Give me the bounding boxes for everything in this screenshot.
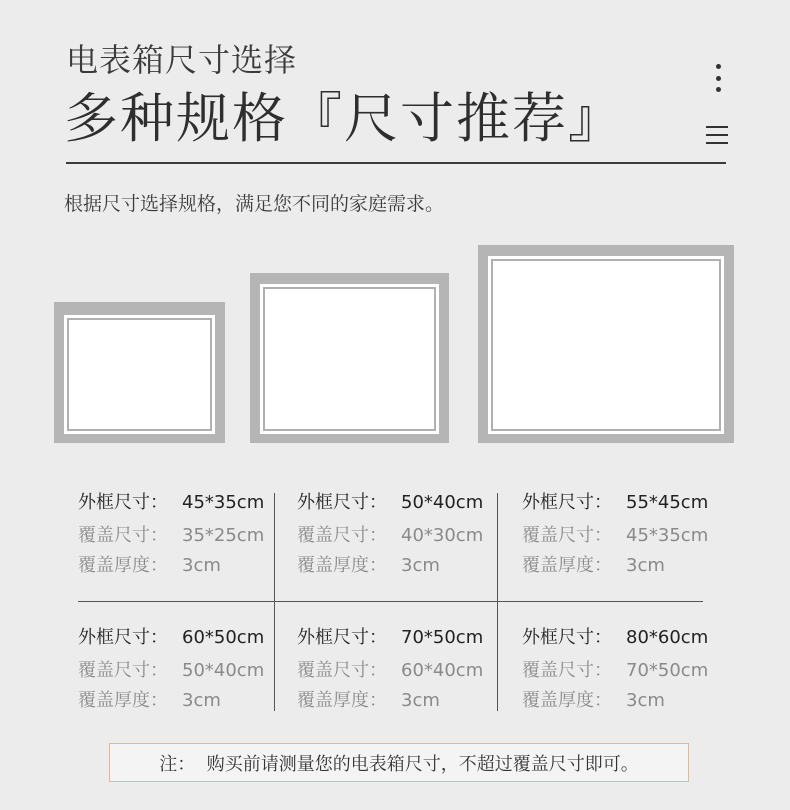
frame-inner-panel [67, 318, 212, 431]
cover-depth-value: 3cm [626, 690, 665, 711]
cover-size-value: 70*50cm [626, 660, 709, 681]
outer-size-label: 外框尺寸： [522, 492, 612, 513]
cover-depth-value: 3cm [182, 555, 221, 576]
note-text: 注： 购买前请测量您的电表箱尺寸，不超过覆盖尺寸即可。 [159, 753, 639, 775]
size-frame-medium [250, 273, 449, 443]
cover-size-label: 覆盖尺寸： [78, 660, 168, 681]
cover-size-value: 40*30cm [401, 525, 484, 546]
cover-depth-label: 覆盖厚度： [297, 555, 387, 576]
frame-inner-panel [263, 287, 436, 431]
grid-divider-vertical [274, 601, 275, 711]
grid-divider-vertical [497, 493, 498, 601]
frame-inner-panel [491, 259, 721, 431]
cover-depth-value: 3cm [626, 555, 665, 576]
menu-icon[interactable] [706, 126, 728, 144]
cover-size-label: 覆盖尺寸： [78, 525, 168, 546]
cover-size-value: 60*40cm [401, 660, 484, 681]
cover-depth-value: 3cm [401, 555, 440, 576]
cover-size-label: 覆盖尺寸： [297, 525, 387, 546]
grid-divider-vertical [274, 493, 275, 601]
cover-size-label: 覆盖尺寸： [522, 525, 612, 546]
cover-depth-label: 覆盖厚度： [78, 555, 168, 576]
outer-size-value: 50*40cm [401, 492, 484, 513]
outer-size-label: 外框尺寸： [297, 627, 387, 648]
page-description: 根据尺寸选择规格，满足您不同的家庭需求。 [64, 193, 445, 215]
outer-size-label: 外框尺寸： [78, 492, 168, 513]
outer-size-value: 55*45cm [626, 492, 709, 513]
outer-size-value: 70*50cm [401, 627, 484, 648]
outer-size-label: 外框尺寸： [78, 627, 168, 648]
size-frame-large [478, 245, 734, 443]
cover-depth-label: 覆盖厚度： [297, 690, 387, 711]
more-vertical-icon[interactable] [708, 64, 728, 92]
outer-size-label: 外框尺寸： [522, 627, 612, 648]
cover-depth-value: 3cm [401, 690, 440, 711]
outer-size-value: 45*35cm [182, 492, 265, 513]
outer-size-value: 80*60cm [626, 627, 709, 648]
cover-depth-label: 覆盖厚度： [522, 555, 612, 576]
title-divider [66, 162, 726, 164]
cover-size-value: 35*25cm [182, 525, 265, 546]
cover-depth-value: 3cm [182, 690, 221, 711]
cover-size-value: 45*35cm [626, 525, 709, 546]
cover-depth-label: 覆盖厚度： [78, 690, 168, 711]
size-frame-small [54, 302, 225, 443]
measurement-note [109, 743, 689, 782]
grid-divider-horizontal [78, 601, 703, 602]
outer-size-value: 60*50cm [182, 627, 265, 648]
cover-depth-label: 覆盖厚度： [522, 690, 612, 711]
outer-size-label: 外框尺寸： [297, 492, 387, 513]
grid-divider-vertical [497, 601, 498, 711]
cover-size-value: 50*40cm [182, 660, 265, 681]
cover-size-label: 覆盖尺寸： [522, 660, 612, 681]
cover-size-label: 覆盖尺寸： [297, 660, 387, 681]
page-title: 多种规格『尺寸推荐』 [64, 87, 624, 150]
page-subheading: 电表箱尺寸选择 [66, 41, 298, 79]
